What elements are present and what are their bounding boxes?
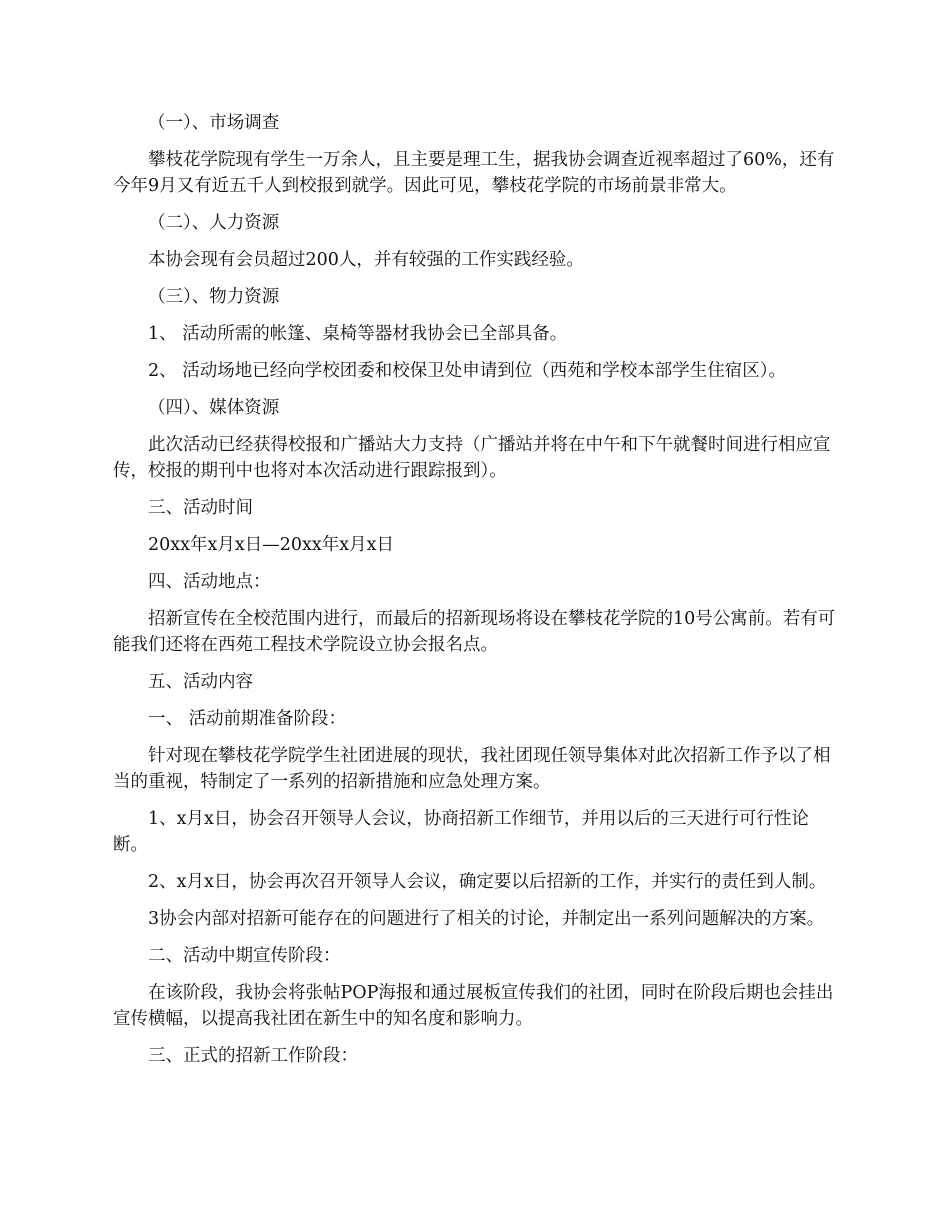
document-body bbox=[113, 110, 843, 1080]
paragraph-promotion-stage: 在该阶段，我协会将张帖POP海报和通过展板宣传我们的社团，同时在阶段后期也会挂出宣传横幅，以提高我社团在新生中的知名度和影响力。 bbox=[113, 983, 834, 1029]
heading-activity-content: 五、活动内容 bbox=[148, 672, 253, 692]
paragraph-media-resources: 此次活动已经获得校报和广播站大力支持（广播站并将在中午和下午就餐时间进行相应宣传，校报的期刊中也将对本次活动进行跟踪报到）。 bbox=[113, 435, 831, 481]
paragraph-activity-location: 招新宣传在全校范围内进行，而最后的招新现场将设在攀枝花学院的10号公寓前。若有可能我们还将在西苑工程技术学院设立协会报名点。 bbox=[113, 609, 836, 655]
heading-preparation-stage: 一、 活动前期准备阶段： bbox=[148, 709, 347, 729]
paragraph-preparation-step-2: 2、x月x日，协会再次召开领导人会议，确定要以后招新的工作，并实行的责任到人制。 bbox=[148, 872, 827, 892]
paragraph-material-item-2: 2、 活动场地已经向学校团委和校保卫处申请到位（西苑和学校本部学生住宿区）。 bbox=[148, 361, 786, 381]
paragraph-preparation-step-3: 3协会内部对招新可能存在的问题进行了相关的讨论，并制定出一系列问题解决的方案。 bbox=[148, 909, 825, 929]
heading-activity-location: 四、活动地点： bbox=[148, 572, 271, 592]
paragraph-material-item-1: 1、 活动所需的帐篷、桌椅等器材我协会已全部具备。 bbox=[148, 324, 568, 344]
heading-activity-time: 三、活动时间 bbox=[148, 498, 253, 518]
paragraph-market-survey: 攀枝花学院现有学生一万余人，且主要是理工生，据我协会调查近视率超过了60%，还有今年9月又有近五千人到校报到就学。因此可见，攀枝花学院的市场前景非常大。 bbox=[113, 150, 835, 196]
heading-media-resources: （四）、媒体资源 bbox=[148, 398, 280, 418]
heading-human-resources: （二）、人力资源 bbox=[148, 213, 280, 233]
paragraph-preparation-step-1: 1、x月x日，协会召开领导人会议，协商招新工作细节，并用以后的三天进行可行性论断。 bbox=[113, 809, 809, 855]
paragraph-human-resources: 本协会现有会员超过200人，并有较强的工作实践经验。 bbox=[148, 250, 584, 270]
heading-market-survey: （一）、市场调查 bbox=[148, 113, 280, 133]
heading-recruitment-stage: 三、正式的招新工作阶段： bbox=[148, 1046, 358, 1066]
heading-material-resources: （三）、物力资源 bbox=[148, 287, 280, 307]
heading-promotion-stage: 二、活动中期宣传阶段： bbox=[148, 946, 341, 966]
paragraph-preparation-stage: 针对现在攀枝花学院学生社团进展的现状，我社团现任领导集体对此次招新工作予以了相当的重视，特制定了一系列的招新措施和应急处理方案。 bbox=[113, 746, 831, 792]
paragraph-activity-time: 20xx年x月x日—20xx年x月x日 bbox=[148, 535, 394, 555]
